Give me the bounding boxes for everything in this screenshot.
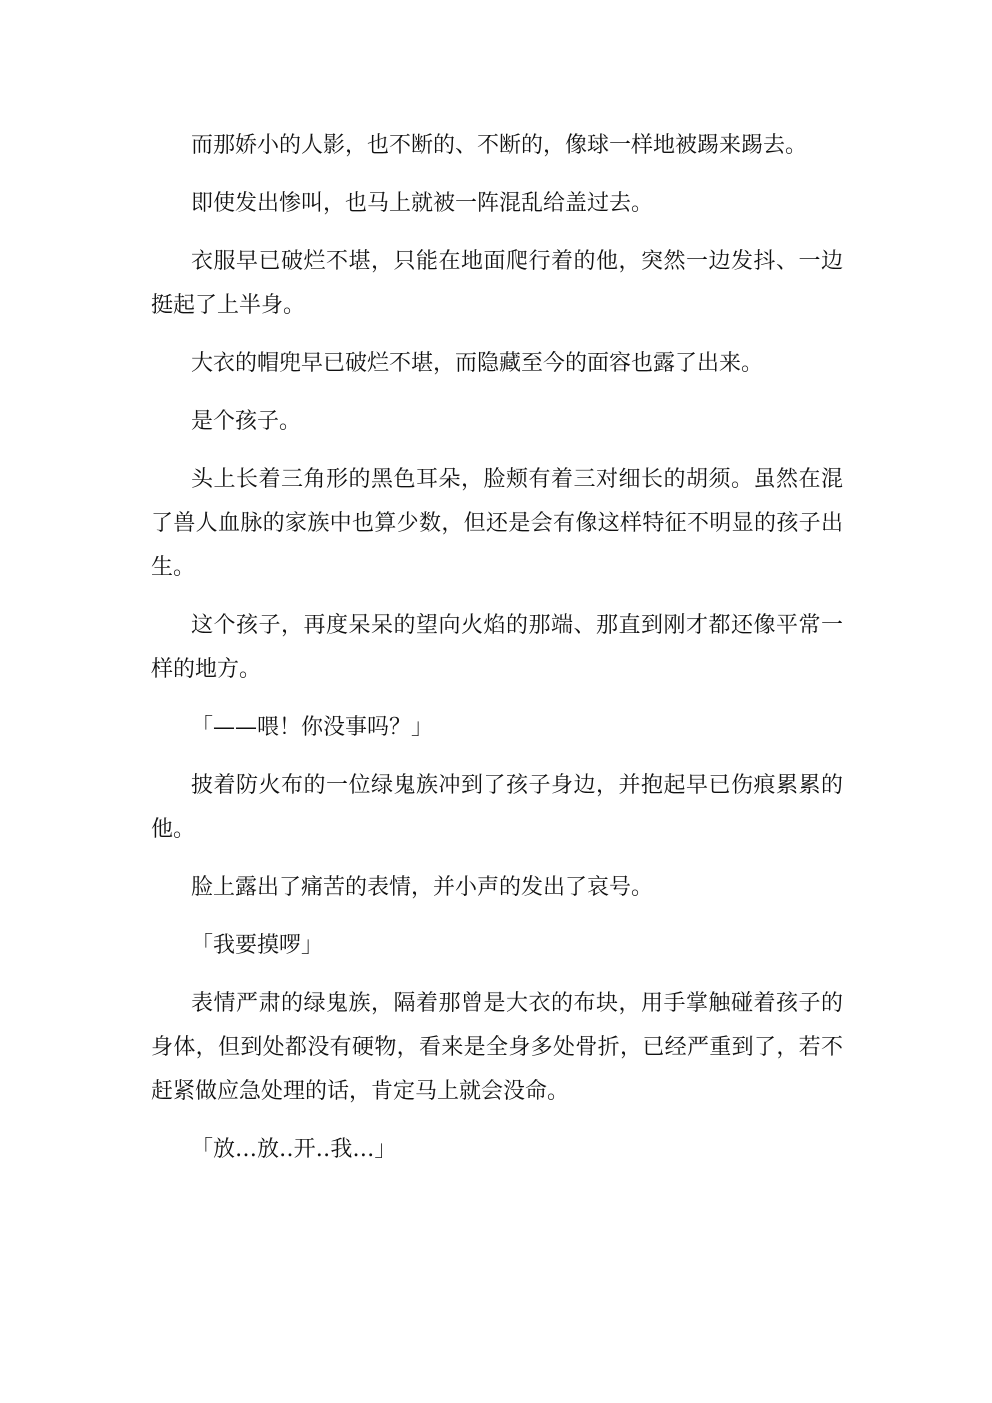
paragraph-1: 而那娇小的人影，也不断的、不断的，像球一样地被踢来踢去。	[191, 133, 808, 158]
dialogue-2: 「我要摸啰」	[191, 933, 324, 958]
paragraph-7: 这个孩子，再度呆呆的望向火焰的那端、那直到刚才都还像平常一样的地方。	[151, 613, 843, 682]
paragraph-4: 大衣的帽兜早已破烂不堪，而隐藏至今的面容也露了出来。	[191, 351, 764, 376]
paragraph-3: 衣服早已破烂不堪，只能在地面爬行着的他，突然一边发抖、一边挺起了上半身。	[151, 249, 843, 318]
paragraph-6: 头上长着三角形的黑色耳朵，脸颊有着三对细长的胡须。虽然在混了兽人血脉的家族中也算少数，但还是会有像这样特征不明显的孩子出生。	[151, 467, 843, 580]
dialogue-1: 「——喂！你没事吗？」	[191, 715, 434, 740]
dialogue-3: 「放…放‥开‥我…」	[191, 1137, 397, 1162]
body-text	[151, 124, 843, 1186]
paragraph-9: 脸上露出了痛苦的表情，并小声的发出了哀号。	[191, 875, 654, 900]
paragraph-5: 是个孩子。	[191, 409, 302, 434]
paragraph-8: 披着防火布的一位绿鬼族冲到了孩子身边，并抱起早已伤痕累累的他。	[151, 773, 843, 842]
paragraph-10: 表情严肃的绿鬼族，隔着那曾是大衣的布块，用手掌触碰着孩子的身体，但到处都没有硬物，看来是全身多处骨折，已经严重到了，若不赶紧做应急处理的话，肯定马上就会没命。	[151, 991, 843, 1104]
paragraph-2: 即使发出惨叫，也马上就被一阵混乱给盖过去。	[191, 191, 654, 216]
